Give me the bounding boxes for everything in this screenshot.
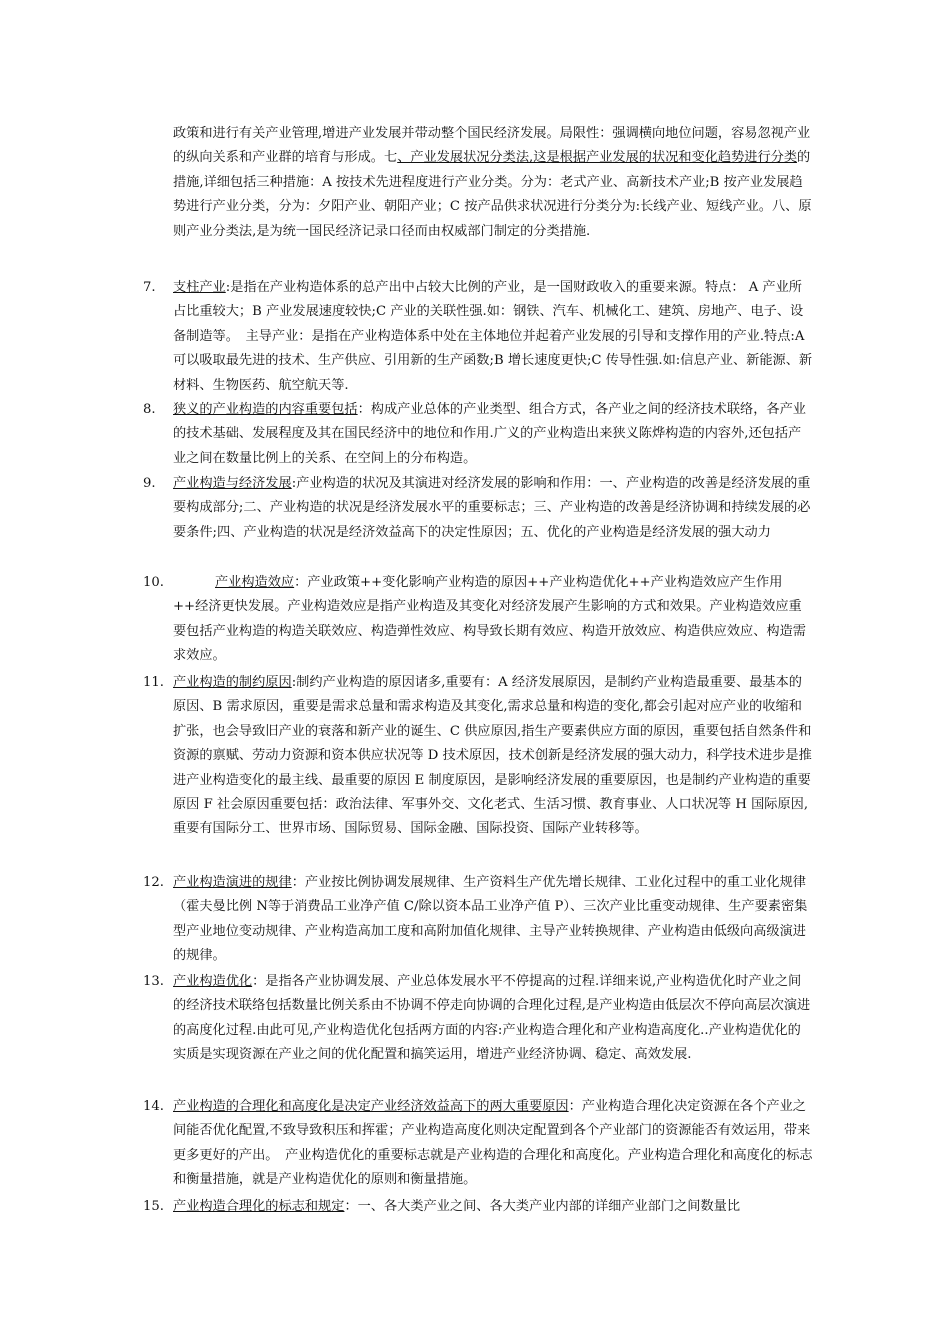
- item-number: 11.: [143, 675, 164, 690]
- item-term: 产业构造的合理化和高度化是决定产业经济效益高下的两大重要原因: [173, 1099, 569, 1114]
- item-body: [173, 970, 813, 1068]
- item-number: 7.: [143, 280, 156, 295]
- item-number: 12.: [143, 875, 164, 890]
- item-body: [173, 1195, 813, 1219]
- intro-text-post: 的措施,详细包括三种措施：A 按技术先进程度进行产业分类。分为：老式产业、高新技术产业;B 按产业发展趋势进行产业分类，分为：夕阳产业、朝阳产业；C 按产品供求状况进行分类分为:长线产业、短线产业。八、原则产业分类法,是为统一国民经济记录口径而由权威部门制定的分类措施.: [173, 150, 812, 239]
- item-text: ：产业构造合理化决定资源在各个产业之间能否优化配置,不致导致积压和挥霍；产业构造高度化则决定配置到各个产业部门的资源能否有效运用，带来更多更好的产出。 产业构造优化的重要标志就是产业构造的合理化和高度化。产业构造合理化和高度化的标志和衡量措施，就是产业构造优化的原则和衡量措施。: [173, 1099, 813, 1188]
- item-body: [173, 472, 813, 545]
- item-body: [173, 1095, 813, 1193]
- item-number: 15.: [143, 1199, 164, 1214]
- item-text: :是指在产业构造体系的总产出中占较大比例的产业，是一国财政收入的重要来源。特点： A 产业所占比重较大；B 产业发展速度较快;C 产业的关联性强.如：钢铁、汽车、机械化工、建筑、房地产、电子、设备制造等。 主导产业：是指在产业构造体系中处在主体地位并起着产业发展的引导和支撑作用的产业.特点:A 可以吸取最先进的技术、生产供应、引用新的生产函数;B 增长速度更快;C 传导性强.如:信息产业、新能源、新材料、生物医药、航空航天等.: [173, 280, 813, 393]
- item-term: 产业构造效应: [215, 575, 295, 590]
- item-term: 产业构造演进的规律: [173, 875, 292, 890]
- item-body: [173, 571, 813, 669]
- item-text: ：是指各产业协调发展、产业总体发展水平不停提高的过程.详细来说,产业构造优化时产业之间的经济技术联络包括数量比例关系由不协调不停走向协调的合理化过程,是产业构造由低层次不停向高层次演进的高度化过程.由此可见,产业构造优化包括两方面的内容:产业构造合理化和产业构造高度化..产业构造优化的实质是实现资源在产业之间的优化配置和搞笑运用，增进产业经济协调、稳定、高效发展.: [173, 974, 811, 1063]
- intro-paragraph: [173, 122, 813, 244]
- item-text: :产业构造的状况及其演进对经济发展的影响和作用：一、产业构造的改善是经济发展的重要构成部分;二、产业构造的状况是经济发展水平的重要标志；三、产业构造的改善是经济协调和持续发展的必要条件;四、产业构造的状况是经济效益高下的决定性原因；五、优化的产业构造是经济发展的强大动力: [173, 476, 811, 540]
- intro-text-pre: 政策和进行有关产业管理,增进产业发展并带动整个国民经济发展。局限性：强调横向地位问题，容易忽视产业的纵向关系和产业群的培育与形成。七: [173, 126, 811, 166]
- item-term: 产业构造与经济发展: [173, 476, 292, 491]
- item-term: 产业构造优化: [173, 974, 253, 989]
- item-number: 10.: [143, 575, 164, 590]
- item-number: 8.: [143, 402, 156, 417]
- item-text: ：产业按比例协调发展规律、生产资料生产优先增长规律、工业化过程中的重工业化规律（霍夫曼比例 N等于消费品工业净产值 C/除以资本品工业净产值 P）、三次产业比重变动规律、生产要素密集型产业地位变动规律、产业构造高加工度和高附加值化规律、主导产业转换规律、产业构造由低级向高级演进的规律。: [173, 875, 808, 964]
- item-term: 支柱产业: [173, 280, 226, 295]
- item-term: 产业构造的制约原因: [173, 675, 292, 690]
- item-body: [173, 276, 813, 398]
- item-number: 14.: [143, 1099, 164, 1114]
- item-term: 产业构造合理化的标志和规定: [173, 1199, 345, 1214]
- item-number: 9.: [143, 476, 156, 491]
- item-body: [173, 871, 813, 969]
- item-text: ：产业政策++变化影响产业构造的原因++产业构造优化++产业构造效应产生作用++经济更快发展。产业构造效应是指产业构造及其变化对经济发展产生影响的方式和效果。产业构造效应重要包括产业构造的构造关联效应、构造弹性效应、构导致长期有效应、构造开放效应、构造供应效应、构造需求效应。: [173, 575, 806, 664]
- item-text: :制约产业构造的原因诸多,重要有：A 经济发展原因，是制约产业构造最重要、最基本的原因、B 需求原因，重要是需求总量和需求构造及其变化,需求总量和构造的变化,都会引起对应产业的收缩和扩张，也会导致旧产业的衰落和新产业的诞生、C 供应原因,指生产要素供应方面的原因，重要包括自然条件和资源的禀赋、劳动力资源和资本供应状况等 D 技术原因，技术创新是经济发展的强大动力，科学技术进步是推进产业构造变化的最主线、最重要的原因 E 制度原因，是影响经济发展的重要原因，也是制约产业构造的重要原因 F 社会原因重要包括：政治法律、军事外交、文化老式、生活习惯、教育事业、人口状况等 H 国际原因,重要有国际分工、世界市场、国际贸易、国际金融、国际投资、国际产业转移等。: [173, 675, 812, 837]
- item-body: [173, 398, 813, 471]
- item-text: ：构成产业总体的产业类型、组合方式，各产业之间的经济技术联络，各产业的技术基础、发展程度及其在国民经济中的地位和作用.广义的产业构造出来狭义陈烨构造的内容外,还包括产业之间在数量比例上的关系、在空间上的分布构造。: [173, 402, 806, 466]
- item-text: ：一、各大类产业之间、各大类产业内部的详细产业部门之间数量比: [344, 1199, 741, 1214]
- intro-term: 、产业发展状况分类法,这是根据产业发展的状况和变化趋势进行分类: [397, 150, 798, 166]
- item-body: [173, 671, 813, 842]
- item-number: 13.: [143, 974, 164, 989]
- item-term: 狭义的产业构造的内容重要包括: [173, 402, 358, 417]
